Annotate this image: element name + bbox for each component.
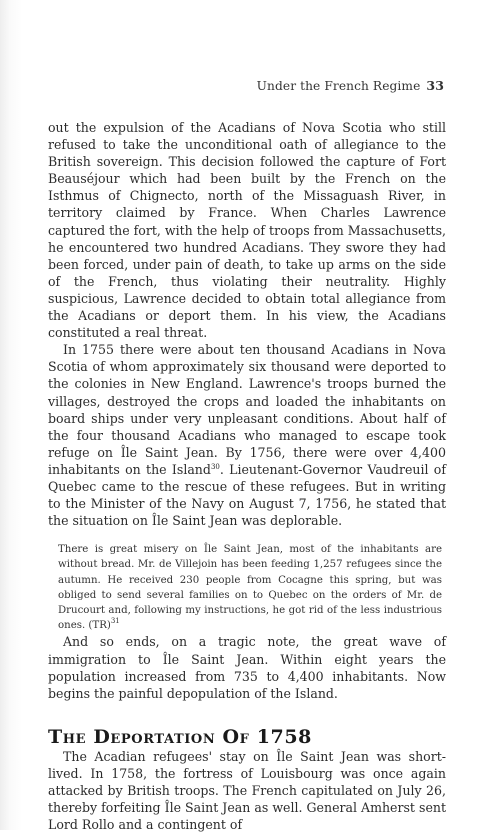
paragraph-tragic-note: And so ends, on a tragic note, the great wave of immigration to Île Saint Jean. Within eight years the population increased from 735 to 4,400 inhabitants. Now begins the painful depopulation of the Island.: [48, 634, 446, 701]
paragraph-text-rest: . Lieutenant-Governor Vaudreuil of Quebec came to the rescue of these refugees. But in writing to the Minister of the Navy on August 7, 1756, he stated that the situation on Île Saint Jean was deplorable.: [48, 461, 446, 529]
page-content: [48, 119, 446, 833]
paragraph-refugees-stay: The Acadian refugees' stay on Île Saint Jean was short-lived. In 1758, the fortress of Louisbourg was once again attacked by British troops. The French capitulated on July 26, thereby forfeiting Île Saint Jean as well. General Amherst sent Lord Rollo and a contingent of: [48, 748, 446, 833]
paragraph-continued: out the expulsion of the Acadians of Nova Scotia who still refused to take the unconditional oath of allegiance to the British sovereign. This decision followed the capture of Fort Beauséjour which had been built by the French on the Isthmus of Chignecto, north of the Missaguash River, in territory claimed by France. When Charles Lawrence captured the fort, with the help of troops from Massachusetts, he encountered two hundred Acadians. They swore they had been forced, under pain of death, to take up arms on the side of the French, thus violating their neutrality. Highly suspicious, Lawrence decided to obtain total allegiance from the Acadians or deport them. In his view, the Acadians constituted a real threat.: [48, 120, 446, 341]
running-header: [257, 78, 444, 93]
paragraph-1755-deportation: [48, 341, 446, 529]
section-heading: The Deportation Of 1758: [48, 725, 312, 748]
quote-text: There is great misery on Île Saint Jean, most of the inhabitants are without bread. Mr. de Villejoin has been feeding 1,257 refugees since the autumn. He received 230 people from Cocagne this spring, but was obliged to send several families on to Quebec on the orders of Mr. de Drucourt and, following my instructions, he got rid of the less industrious ones. (TR): [58, 544, 442, 632]
running-title: Under the French Regime: [256, 79, 421, 93]
paragraph-text: In 1755 there were about ten thousand Acadians in Nova Scotia of whom approximately six thousand were deported to the colonies in New England. Lawrence's troops burned the villages, destroyed the crops and loaded the inhabitants on board ships under very unpleasant conditions. About half of the four thousand Acadians who managed to escape took refuge on Île Saint Jean. By 1756, there were over 4,400 inhabitants on the Island: [48, 342, 446, 477]
footnote-ref-31: 31: [110, 617, 120, 626]
footnote-ref-30: 30: [210, 462, 220, 471]
page-number: 33: [426, 78, 444, 93]
block-quote: [58, 542, 442, 633]
